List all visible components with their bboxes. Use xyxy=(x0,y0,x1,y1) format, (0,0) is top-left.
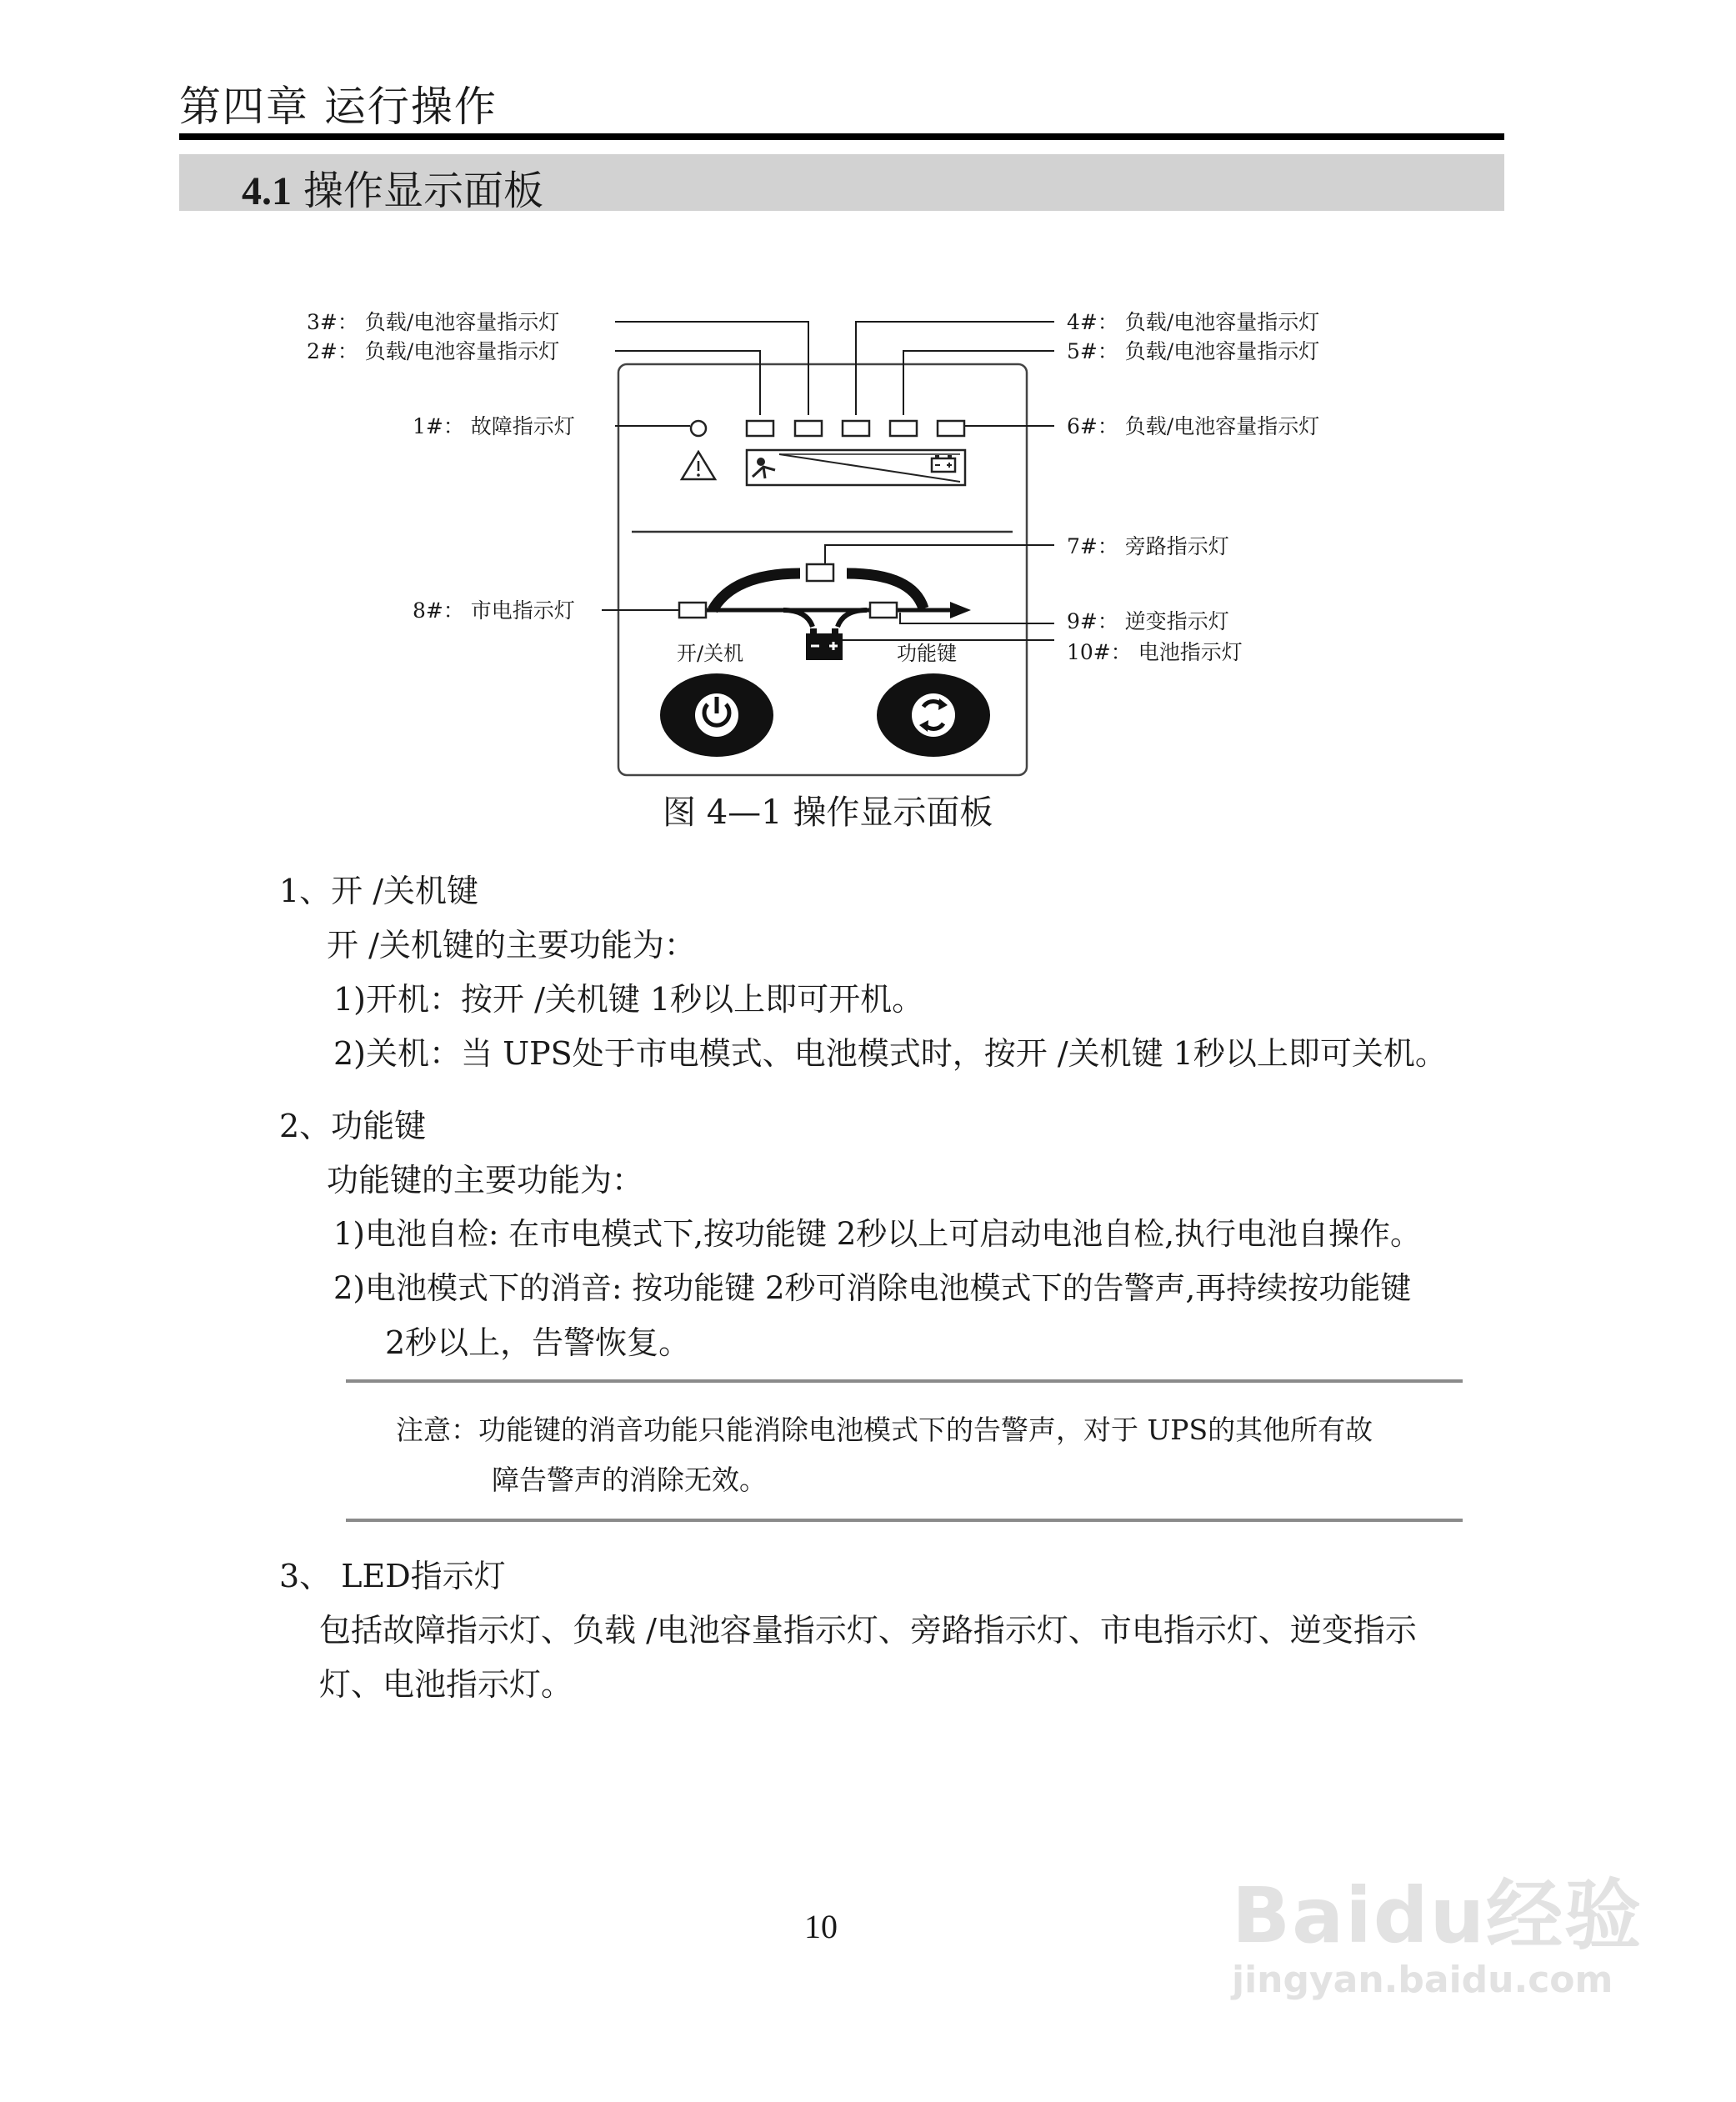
capacity-led-5 xyxy=(890,421,917,436)
section-2-item-1: 1)电池自检: 在市电模式下,按功能键 2秒以上可启动电池自检,执行电池自操作。 xyxy=(333,1216,1422,1252)
callout-7: 7#： 旁路指示灯 xyxy=(1067,534,1229,558)
note-line-1: 注意：功能键的消音功能只能消除电池模式下的告警声，对于 UPS的其他所有故 xyxy=(396,1414,1373,1446)
mains-led xyxy=(679,603,706,618)
callout-1: 1#： 故障指示灯 xyxy=(413,414,575,438)
section-2-intro: 功能键的主要功能为： xyxy=(327,1162,644,1199)
section-1-item-2: 2)关机：当 UPS处于市电模式、电池模式时，按开 /关机键 1秒以上即可关机。 xyxy=(333,1035,1447,1072)
power-icon xyxy=(695,693,738,737)
capacity-led-2 xyxy=(747,421,773,436)
operation-panel-figure xyxy=(0,0,1736,842)
callout-4: 4#： 负载/电池容量指示灯 xyxy=(1067,310,1320,334)
section-2-item-2-cont: 2秒以上，告警恢复。 xyxy=(385,1324,691,1361)
capacity-led-6 xyxy=(938,421,964,436)
function-button-label: 功能键 xyxy=(897,642,957,665)
section-1-intro: 开 /关机键的主要功能为： xyxy=(327,927,696,963)
callout-2: 2#： 负载/电池容量指示灯 xyxy=(307,339,560,363)
bypass-led xyxy=(807,564,833,581)
watermark-logo: Baidu经验 xyxy=(1232,1871,1643,1960)
note-line-2: 障告警声的消除无效。 xyxy=(492,1464,767,1496)
leader-3 xyxy=(615,322,808,415)
section-1-item-1: 1)开机：按开 /关机键 1秒以上即可开机。 xyxy=(333,981,924,1018)
function-button[interactable] xyxy=(877,673,990,757)
fault-led xyxy=(691,421,706,436)
note-top-rule xyxy=(346,1379,1463,1383)
power-button[interactable] xyxy=(660,673,773,757)
section-number: 4.1 xyxy=(242,169,292,213)
cycle-icon xyxy=(912,693,955,737)
section-title: 操作显示面板 xyxy=(303,168,544,214)
section-3-text-1: 包括故障指示灯、负载 /电池容量指示灯、旁路指示灯、市电指示灯、逆变指示 xyxy=(319,1612,1417,1649)
section-1-heading: 1、开 /关机键 xyxy=(279,873,479,909)
leader-5 xyxy=(903,351,1054,415)
page-number: 10 xyxy=(804,1908,838,1945)
figure-caption: 图 4—1 操作显示面板 xyxy=(663,793,993,832)
warning-icon xyxy=(682,452,715,479)
section-3-heading: 3、 LED指示灯 xyxy=(279,1558,506,1594)
power-button-label: 开/关机 xyxy=(677,642,744,665)
leader-2 xyxy=(615,351,760,415)
callout-6: 6#： 负载/电池容量指示灯 xyxy=(1067,414,1320,438)
capacity-led-3 xyxy=(795,421,822,436)
chapter-title: 第四章 运行操作 xyxy=(179,83,498,131)
callout-3: 3#： 负载/电池容量指示灯 xyxy=(307,310,560,334)
battery-led xyxy=(806,628,843,660)
section-3-text-2: 灯、电池指示灯。 xyxy=(319,1666,573,1703)
callout-8: 8#： 市电指示灯 xyxy=(413,598,575,623)
capacity-led-4 xyxy=(843,421,869,436)
callout-10: 10#： 电池指示灯 xyxy=(1067,640,1243,664)
note-bottom-rule xyxy=(346,1519,1463,1522)
watermark-url: jingyan.baidu.com xyxy=(1232,1959,1613,2001)
section-2-item-2: 2)电池模式下的消音: 按功能键 2秒可消除电池模式下的告警声,再持续按功能键 xyxy=(333,1270,1412,1306)
inverter-led xyxy=(870,603,897,618)
section-2-heading: 2、功能键 xyxy=(279,1108,427,1144)
callout-5: 5#： 负载/电池容量指示灯 xyxy=(1067,339,1320,363)
callout-9: 9#： 逆变指示灯 xyxy=(1067,609,1229,633)
leader-7 xyxy=(825,545,1054,563)
leader-9 xyxy=(900,613,1054,623)
capacity-bargraph xyxy=(747,450,965,485)
